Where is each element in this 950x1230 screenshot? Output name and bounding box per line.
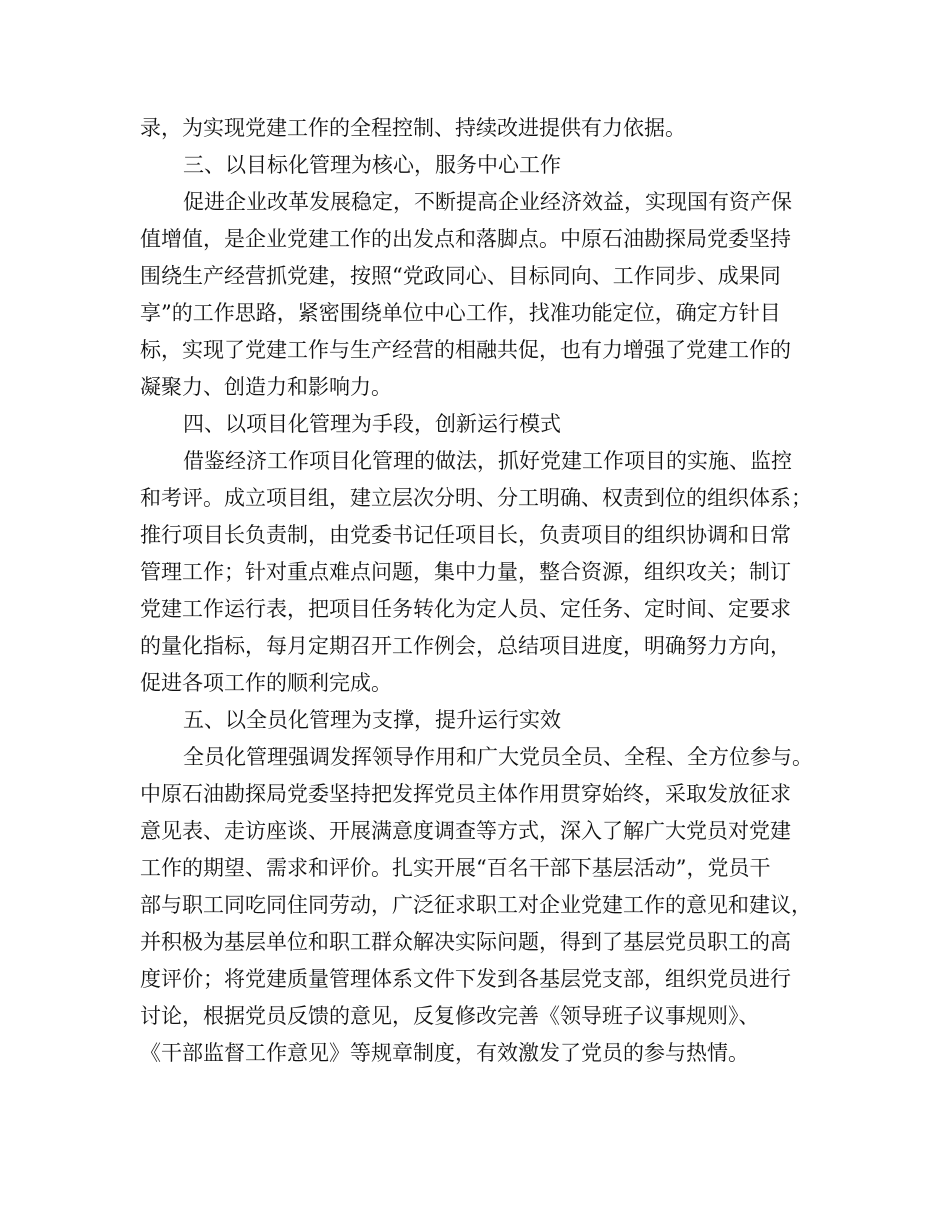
body-text-line: 管理工作；针对重点难点问题，集中力量，整合资源，组织攻关；制订 xyxy=(140,560,791,584)
body-text-line: 凝聚力、创造力和影响力。 xyxy=(140,375,392,399)
section-heading-3: 三、以目标化管理为核心，服务中心工作 xyxy=(183,153,561,177)
body-text-line: 录，为实现党建工作的全程控制、持续改进提供有力依据。 xyxy=(140,116,686,140)
body-text-line: 围绕生产经营抓党建，按照“党政同心、目标同向、工作同步、成果同 xyxy=(140,264,781,288)
body-text-line: 享”的工作思路，紧密围绕单位中心工作，找准功能定位，确定方针目 xyxy=(140,301,781,325)
body-text-line: 全员化管理强调发挥领导作用和广大党员全员、全程、全方位参与。 xyxy=(183,745,813,769)
body-text-line: 促进企业改革发展稳定，不断提高企业经济效益，实现国有资产保 xyxy=(183,190,792,214)
body-text-line: 党建工作运行表，把项目任务转化为定人员、定任务、定时间、定要求 xyxy=(140,597,791,621)
body-text-line: 的量化指标，每月定期召开工作例会，总结项目进度，明确努力方向， xyxy=(140,634,791,658)
body-text-line: 推行项目长负责制，由党委书记任项目长，负责项目的组织协调和日常 xyxy=(140,523,791,547)
body-text-line: 值增值，是企业党建工作的出发点和落脚点。中原石油勘探局党委坚持 xyxy=(140,227,791,251)
body-text-line: 度评价；将党建质量管理体系文件下发到各基层党支部，组织党员进行 xyxy=(140,967,791,991)
body-text-line: 《干部监督工作意见》等规章制度，有效激发了党员的参与热情。 xyxy=(140,1041,749,1065)
body-text-line: 中原石油勘探局党委坚持把发挥党员主体作用贯穿始终，采取发放征求 xyxy=(140,782,791,806)
section-heading-4: 四、以项目化管理为手段，创新运行模式 xyxy=(183,412,561,436)
body-text-line: 讨论，根据党员反馈的意见，反复修改完善《领导班子议事规则》、 xyxy=(140,1004,760,1028)
body-text-line: 部与职工同吃同住同劳动，广泛征求职工对企业党建工作的意见和建议， xyxy=(140,893,812,917)
body-text-line: 工作的期望、需求和评价。扎实开展“百名干部下基层活动”，党员干 xyxy=(140,856,771,880)
body-text-line: 标，实现了党建工作与生产经营的相融共促，也有力增强了党建工作的 xyxy=(140,338,791,362)
body-text-line: 意见表、走访座谈、开展满意度调查等方式，深入了解广大党员对党建 xyxy=(140,819,791,843)
body-text-line: 借鉴经济工作项目化管理的做法，抓好党建工作项目的实施、监控 xyxy=(183,449,792,473)
body-text-line: 并积极为基层单位和职工群众解决实际问题，得到了基层党员职工的高 xyxy=(140,930,791,954)
section-heading-5: 五、以全员化管理为支撑，提升运行实效 xyxy=(183,708,561,732)
body-text-line: 和考评。成立项目组，建立层次分明、分工明确、权责到位的组织体系； xyxy=(140,486,812,510)
body-text-line: 促进各项工作的顺利完成。 xyxy=(140,671,392,695)
